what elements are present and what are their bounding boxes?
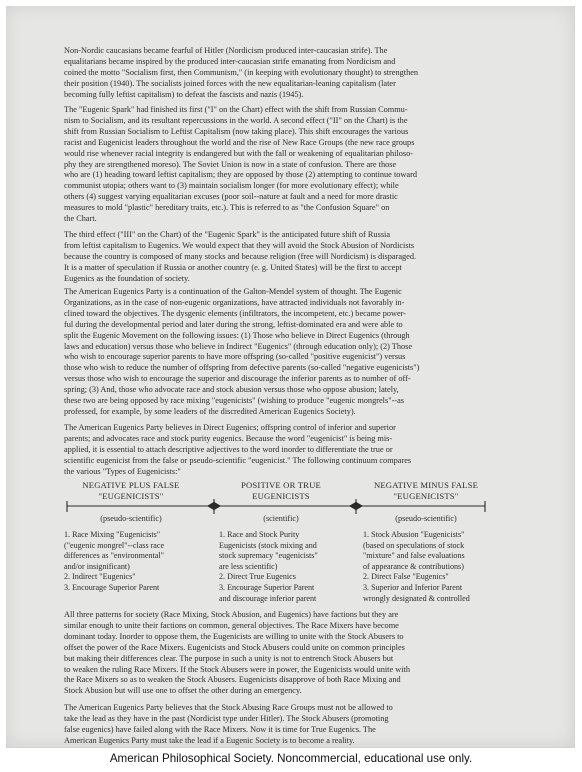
continuum-sub-negative-minus: (pseudo-scientific) [395, 514, 457, 523]
continuum-heading-negative-plus: NEGATIVE PLUS FALSE "EUGENICISTS" [82, 480, 180, 501]
paragraph-6: All three patterns for society (Race Mixing, Stock Abusion, and Eugenics) have factions but they are similar enough to unite their factions on common, general objectives. The Race Mixers have become dominant today. Inorder to oppose them, the Eugenicists are willing to unite with the Stock Abusers to offset the power of the Race Mixers. Eugenicists and Stock Abusers could unite on common principles but making their differences clear. The purpose in such a unity is not to entrench Stock Abusers but to weaken the ruling Race Mixers. If the Stock Abusers were in power, the Eugenicists would unite with the Race Mixers so as to weaken the Stock Abusers. Eugenicists disapprove of both Race Mixing and Stock Abusion but will use one to offset the other during an emergency. [64, 610, 410, 696]
continuum-arrow-3 [356, 503, 362, 510]
continuum-list-negative-plus: 1. Race Mixing "Eugenicists" ("eugenic mongrel"--class race differences as "environmental" and/or insignificant) 2. Indirect "Eugenics" 3. Encourage Superior Parent [64, 530, 165, 592]
continuum-sub-positive: (scientific) [263, 514, 299, 523]
continuum-heading-negative-minus: NEGATIVE MINUS FALSE "EUGENICISTS" [373, 480, 479, 501]
paragraph-3: The third effect ("III" on the Chart) of the "Eugenic Spark" is the anticipated future shift of Russia from leftist capitalism to Eugenics. We would expect that they will avoid the Stock Abusion of Nordicists because the country is composed of many stocks and because religion (free will Nordicism) is disparaged. It is a matter of speculation if Russia or another country (e. g. United States) will be the first to accept Eugenics as the foundation of society. [64, 230, 417, 283]
continuum-list-positive: 1. Race and Stock Purity Eugenicists (stock mixing and stock supremacy "eugenicists" are less scientific) 2. Direct True Eugenics 3. Encourage Superior Parent and discourage inferior parent [219, 530, 318, 603]
continuum-sub-negative-plus: (pseudo-scientific) [100, 514, 162, 523]
continuum-arrow-2 [208, 503, 214, 510]
document-page [6, 6, 575, 748]
footer-notice: American Philosophical Society. Noncommercial, educational use only. [109, 752, 473, 765]
paragraph-5: The American Eugenics Party believes in Direct Eugenics; offspring control of inferior and superior parents; and advocates race and stock purity eugenics. Because the word "eugenicist" is being mis- applied, it is essential to attach descriptive adjectives to the word inorder to differentiate the true or scientific eugenicist from the false or pseudo-scientific "eugenicist." The following continuum compares the various "Types of Eugenicists:" [64, 423, 412, 476]
paragraph-7: The American Eugenics Party believes that the Stock Abusing Race Groups must not be allowed to take the lead as they have in the past (Nordicist type under Hitler). The Stock Abusers (promoting false eugenics) have failed along with the Race Mixers. Now it is time for True Eugenics. The American Eugenics Party must take the lead if a Eugenic Society is to become a reality. [64, 703, 393, 745]
paragraph-1: Non-Nordic caucasians became fearful of Hitler (Nordicism produced inter-caucasian strife). The equalitarians became inspired by the produced inter-caucasian strife emanating from Nordicism and coined the motto "Socialism first, then Communism," (in keeping with evolutionary thought) to strengthen their position (1940). The socialists joined forces with the new equalitarian-leaning capitalism (later becoming fully leftist capitalism) to defeat the fascists and nazis (1945). [64, 46, 419, 99]
continuum-heading-positive: POSITIVE OR TRUE EUGENICISTS [241, 480, 321, 501]
paragraph-4: The American Eugenics Party is a continuation of the Galton-Mendel system of thought. The Eugenic Organizations, as in the case of non-eugenic organizations, have attracted individuals not favorably in- clined toward the objectives. The dysgenic elements (infiltrators, the incompetent, etc.) became power- ful during the developmental period and later during the strong, leftist-dominated era and were able to split the Eugenic Movement on the following issues: (1) Those who believe in Direct Eugenics (through laws and education) versus those who believe in Indirect "Eugenics" (through education only); (2) Those who wish to encourage superior parents to have more offspring (so-called "positive eugenicist") versus those who wish to reduce the number of offspring from defective parents (so-called "negative eugenicists") versus those who wish to encourage the superior and discourage the inferior parents as to number of off- spring; (3) And, those who advocate race and stock abusion versus those who oppose abusion; lately, these two are being opposed by race mixing "eugenicists" (wishing to produce "eugenic mongrels"--as professed, for example, by some leaders of the discredited American Eugenics Society). [64, 287, 420, 416]
continuum-arrow-1 [214, 503, 220, 510]
continuum-list-negative-minus: 1. Stock Abusion "Eugenicists" (based on speculations of stock "mixture" and false evaluations of appearance & contributions) 2. Direct False "Eugenics" 3. Superior and Inferior Parent wrongly designated & controlled [363, 530, 470, 603]
continuum-arrow-4 [350, 503, 356, 510]
paragraph-2: The "Eugenic Spark" had finished its first ("I" on the Chart) effect with the shift from Russian Commu- nism to Socialism, and its resultant repercussions in the world. A second effect ("II" on the Chart) is the shift from Russian Socialism to Leftist Capitalism (now taking place). This shift encourages the various racist and Eugenicist leaders throughout the world and the rise of New Race Groups (the new race groups would rise whenever racial integrity is endangered but with the fall or weakening of equalitarian philoso- phy they are strengthened moreso). The Soviet Union is now in a state of confusion. There are those who are (1) heading toward leftist capitalism; they are opposed by those (2) attempting to continue toward communist utopia; others want to (3) maintain socialism longer (for more evolutionary effect); while others (4) suggest varying equalitarian excuses (poor soil--nature at fault and a need for more drastic measures to mold "plastic" hereditary traits, etc.). This is referred to as "the Confusion Square" on the Chart. [64, 105, 417, 224]
